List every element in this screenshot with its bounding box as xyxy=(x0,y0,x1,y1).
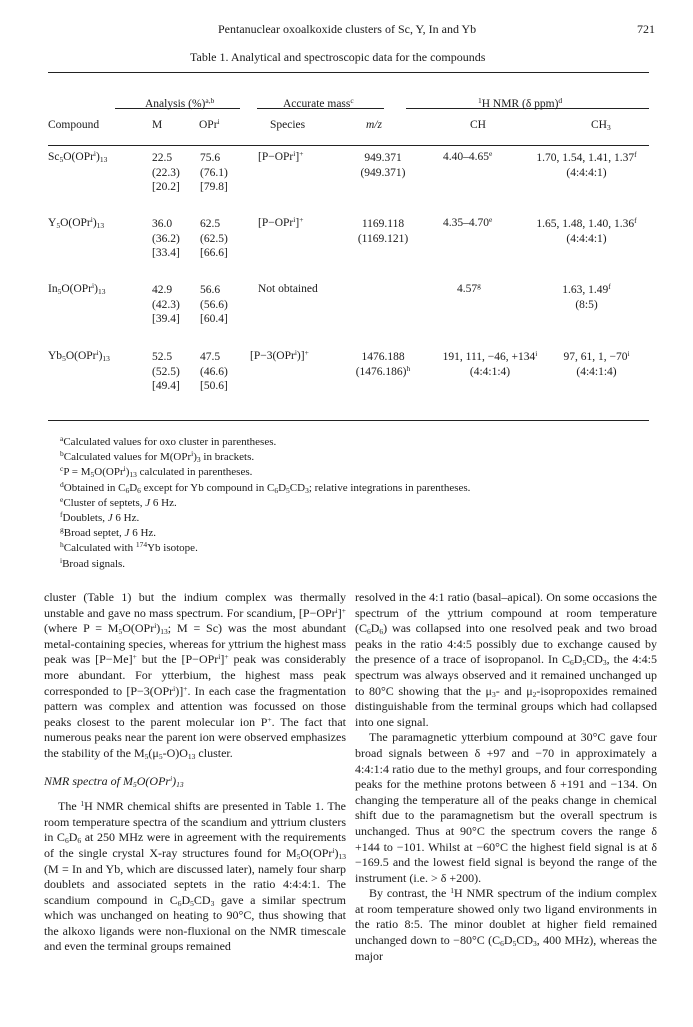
col-header-ch3: $CH_3$ xyxy=(591,119,611,132)
body-paragraph: The $^1$H NMR chemical shifts are presented in Table 1. The room temperature spectra of the scandium and yttrium clusters in $C_6D_6$ at 250 MHz were in agreement with the requirements of the single crystal X-ray structures found for $M_5O(OPr^i)_{13}$ (M = In and Yb, which are discussed later), namely four sharp doublets and associated septets in the ratio 4:4:4:1. The scandium compound in $C_6D_5CD_3$ gave a similar spectrum which was unchanged on heating to 90°C, thus showing that the alkoxo ligands were non-fluxional on the NMR timescale and even the terminal groups remained xyxy=(44,799,347,954)
mass-group-header: Accurate mass$^c$ xyxy=(283,96,354,110)
table-bottom-rule xyxy=(48,420,649,421)
footnote-b: $^b$Calculated values for $M(OPr^i)_3$ in brackets. xyxy=(60,449,255,465)
body-paragraph: resolved in the 4:1 ratio (basal–apical). On some occasions the spectrum of the yttrium compound at room temperature $(C_6D_6)$ was collapsed into one resolved peak and two broad peaks in the ratio 4:4:5 possibly due to exchange caused by the presence of a trace of isopropanol. In $C_6D_5CD_3$, the 4:4:5 spectrum was always observed and it remained unchanged up to 80°C showing that the $\mu_3-$ and $\mu_2$-isopropoxides remained distinguishable from the terminal groups which had collapsed into one signal. xyxy=(355,590,657,729)
table-cell-m: 52.5 (52.5) [49.4] xyxy=(152,351,180,392)
table-cell-opr: 75.6 (76.1) [79.8] xyxy=(200,152,228,193)
body-column-right xyxy=(355,590,657,964)
table-cell-m: 22.5 (22.3) [20.2] xyxy=(152,152,180,193)
body-paragraph: cluster (Table 1) but the indium complex was thermally unstable and gave no mass spectrum. For scandium, [P−OPr$^i$]+ (where $P = M_5O(OPr^i)_{13}$; M = Sc) was the most abundant metal-containing species, whereas for yttrium the highest mass peak was [P−Me]+ but the [P−OPr$^i$]+ peak was considerably more abundant. For ytterbium, the highest mass peak corresponded to [P−3(OPr$^i$)]+. In each case the fragmentation pattern was complex and attention was focussed on those peaks closest to the parent molecular ion P+. The fact that numerous peaks near the parent ion were observed emphasizes the stability of the $M_5(\mu_5-O)O_{13}$ cluster. xyxy=(44,590,346,761)
footnote-g: $^g$Broad septet, J 6 Hz. xyxy=(60,525,157,540)
section-heading: NMR spectra of $M_5O(OPr^i)_{13}$ xyxy=(44,773,184,789)
table-cell-ch: 4.35–4.70e xyxy=(443,215,493,229)
table-cell-mz: 949.371 (949.371) xyxy=(360,152,406,179)
table-cell-opr: 56.6 (56.6) [60.4] xyxy=(200,284,228,325)
table-row-compound: $In_5O(OPr^i)_{13}$ xyxy=(48,281,106,296)
table-cell-species: [P−3(OPr$^i$)]+ xyxy=(250,348,309,362)
table-header-rule xyxy=(48,145,649,146)
table-cell-m: 42.9 (42.3) [39.4] xyxy=(152,284,180,325)
col-header-opr: OPr$^i$ xyxy=(199,117,220,131)
footnote-f: $^f$Doublets, J 6 Hz. xyxy=(60,510,140,525)
col-header-species: Species xyxy=(270,119,306,131)
footnote-h: $^h$Calculated with $^{174}$Yb isotope. xyxy=(60,540,198,555)
table-cell-species: [P−OPr$^i$]+ xyxy=(258,215,304,229)
analysis-group-header: Analysis (%)$^{a,b}$ xyxy=(145,96,215,110)
footnote-i: $^i$Broad signals. xyxy=(60,555,126,570)
table-cell-mz: 1169.118 (1169.121) xyxy=(357,218,409,245)
table-cell-ch: 4.40–4.65e xyxy=(443,149,493,163)
table-cell-ch: 191, 111, −46, $+134^i$ (4:4:1:4) xyxy=(442,349,538,378)
body-paragraph: The paramagnetic ytterbium compound at 30°C gave four broad signals between δ +97 and −70 in approximately a 4:4:1:4 ratio due to the methyl groups, and four corresponding peaks for the methine protons between δ +191 and −134. On changing the temperature all of the peaks change in chemical shift due to the paramagnetism but the overall spectrum is unchanged. Thus at 90°C the spectrum covers the range δ +144 to −101. Whilst at −60°C the highest field signal is at δ −169.5 and the lowest field signal is beyond the range of the instrument (i.e. > δ +200). xyxy=(355,730,657,885)
table-cell-species: Not obtained xyxy=(258,283,318,295)
table-footnotes xyxy=(60,435,650,572)
table-cell-species: [P−OPr$^i$]+ xyxy=(258,149,304,163)
body-paragraph: By contrast, the $^1$H NMR spectrum of the indium complex at room temperature showed only two ligand environments in the ratio 8:5. The minor doublet at higher field remained unchanged down to −80°C ($C_6D_5CD_3$, 400 MHz), whereas the major xyxy=(355,886,657,963)
table-cell-mz: 1476.188 $(1476.186)^h$ xyxy=(355,351,411,378)
table-cell-ch: 4.57$^g$ xyxy=(457,281,481,295)
table-caption: Table 1. Analytical and spectroscopic data for the compounds xyxy=(190,50,486,64)
col-header-m: M xyxy=(152,119,163,131)
table-top-rule xyxy=(48,72,649,73)
footnote-e: $^e$Cluster of septets, J 6 Hz. xyxy=(60,494,177,509)
table-row-compound: $Y_5O(OPr^i)_{13}$ xyxy=(48,215,105,230)
table-row-compound: $Yb_5O(OPr^i)_{13}$ xyxy=(48,348,110,363)
nmr-group-header: $^1$H NMR (δ ppm)$^d$ xyxy=(478,96,563,110)
table-cell-ch3: 1.70, 1.54, 1.41, 1.37$^f$ (4:4:4:1) xyxy=(536,150,637,179)
table-cell-m: 36.0 (36.2) [33.4] xyxy=(152,218,180,259)
body-column-left xyxy=(44,590,346,955)
table-cell-ch3: 1.63, 1.49$^f$ (8:5) xyxy=(562,282,611,311)
table-cell-opr: 62.5 (62.5) [66.6] xyxy=(200,218,228,259)
page-number: 721 xyxy=(637,22,655,36)
footnote-a: $^a$Calculated values for oxo cluster in parentheses. xyxy=(60,434,277,448)
table-cell-ch3: 1.65, 1.48, 1.40, 1.36$^f$ (4:4:4:1) xyxy=(536,216,637,245)
table-cell-ch3: 97, 61, 1, $-70^i$ (4:4:1:4) xyxy=(563,349,630,378)
col-header-mz: m/z xyxy=(366,119,382,131)
footnote-d: $^d$Obtained in $C_6D_6$ except for Yb compound in $C_6D_5CD_3$; relative integrations in parentheses. xyxy=(60,479,471,495)
col-header-compound: Compound xyxy=(48,119,100,131)
table-cell-opr: 47.5 (46.6) [50.6] xyxy=(200,351,228,392)
col-header-ch: CH xyxy=(470,119,486,131)
running-head-title: Pentanuclear oxoalkoxide clusters of Sc, Y, In and Yb xyxy=(218,22,477,36)
table-row-compound: $Sc_5O(OPr^i)_{13}$ xyxy=(48,149,108,164)
footnote-c: $^cP = M_5O(OPr^i)_{13}$ calculated in parentheses. xyxy=(60,464,253,480)
